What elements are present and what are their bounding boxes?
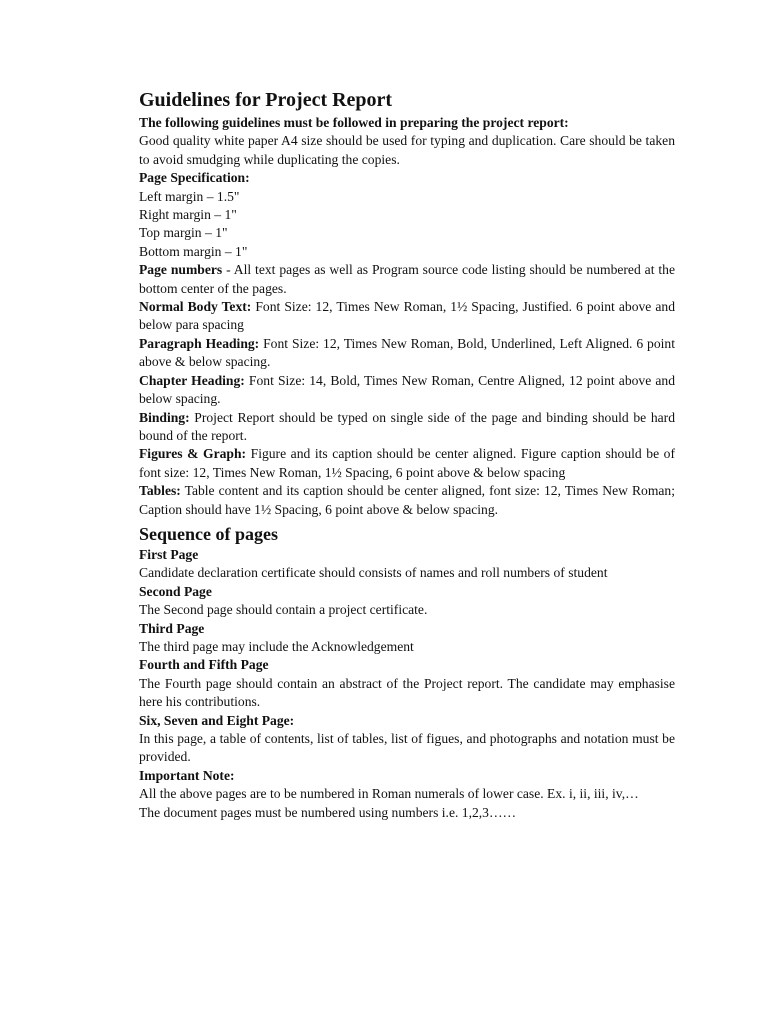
- spec-page-numbers: [139, 261, 675, 298]
- spec-label: Chapter Heading:: [139, 372, 245, 388]
- spec-normal-body-text: [139, 298, 675, 335]
- spec-text: - All text pages as well as Program source code listing should be numbered at the bottom center of the pages.: [139, 262, 675, 296]
- spec-label: Tables:: [139, 483, 181, 499]
- sequence-item-heading: Fourth and Fifth Page: [139, 657, 269, 673]
- sequence-item-text: The Fourth page should contain an abstract of the Project report. The candidate may emphasise here his contributions.: [139, 675, 675, 710]
- spec-paragraph-heading: [139, 335, 675, 372]
- spec-text: Font Size: 12, Times New Roman, 1½ Spacing, Justified. 6 point above and below para spacing: [139, 299, 675, 333]
- spec-text: Font Size: 12, Times New Roman, Bold, Underlined, Left Aligned. 6 point above & below spacing.: [139, 335, 676, 370]
- spec-label: Paragraph Heading:: [139, 335, 260, 351]
- closing-note: The document pages must be numbered using numbers i.e. 1,2,3……: [139, 804, 517, 820]
- spec-label: Normal Body Text:: [139, 299, 252, 315]
- spec-label: Page numbers: [139, 262, 223, 278]
- sequence-item-text: The third page may include the Acknowledgement: [139, 638, 414, 654]
- margin-right: Right margin – 1": [139, 207, 237, 223]
- spec-text: Project Report should be typed on single side of the page and binding should be hard bound of the report.: [139, 409, 675, 443]
- important-note-heading: Important Note:: [139, 767, 235, 783]
- sequence-item-heading: Third Page: [139, 620, 205, 636]
- spec-binding: [139, 409, 675, 446]
- sequence-item-text: Candidate declaration certificate should consists of names and roll numbers of student: [139, 565, 608, 581]
- margin-top: Top margin – 1": [139, 225, 228, 241]
- spec-text: Figure and its caption should be center aligned. Figure caption should be of font size: 12, Times New Roman, 1½ Spacing, 6 point above & below spacing: [139, 446, 675, 480]
- spec-text: Font Size: 14, Bold, Times New Roman, Centre Aligned, 12 point above and below spacing.: [139, 372, 675, 407]
- sequence-item-text: The Second page should contain a project certificate.: [139, 602, 428, 618]
- spec-chapter-heading: [139, 372, 675, 409]
- intro-paragraph: Good quality white paper A4 size should be used for typing and duplication. Care should be taken to avoid smudging while duplicating the copies.: [139, 133, 675, 167]
- sequence-item-text: In this page, a table of contents, list of tables, list of figues, and photographs and notation must be provided.: [139, 731, 675, 765]
- document-title: Guidelines for Project Report: [139, 89, 393, 111]
- spec-tables: [139, 482, 675, 519]
- sequence-item-heading: Six, Seven and Eight Page:: [139, 712, 295, 728]
- sequence-title: Sequence of pages: [139, 523, 278, 544]
- sequence-item-heading: Second Page: [139, 583, 212, 599]
- page-specification-heading: Page Specification:: [139, 170, 250, 186]
- margin-left: Left margin – 1.5": [139, 188, 240, 204]
- margin-bottom: Bottom margin – 1": [139, 243, 248, 259]
- spec-text: Table content and its caption should be center aligned, font size: 12, Times New Roman; Caption should have 1½ Spacing, 6 point above & below spacing.: [139, 483, 675, 517]
- spec-label: Figures & Graph:: [139, 446, 247, 462]
- document-page: [139, 86, 675, 822]
- intro-heading: The following guidelines must be followed in preparing the project report:: [139, 115, 569, 130]
- sequence-item-heading: First Page: [139, 546, 199, 562]
- spec-label: Binding:: [139, 409, 190, 425]
- spec-figures-graph: [139, 445, 675, 482]
- important-note-text: All the above pages are to be numbered in Roman numerals of lower case. Ex. i, ii, iii, iv,…: [139, 786, 639, 802]
